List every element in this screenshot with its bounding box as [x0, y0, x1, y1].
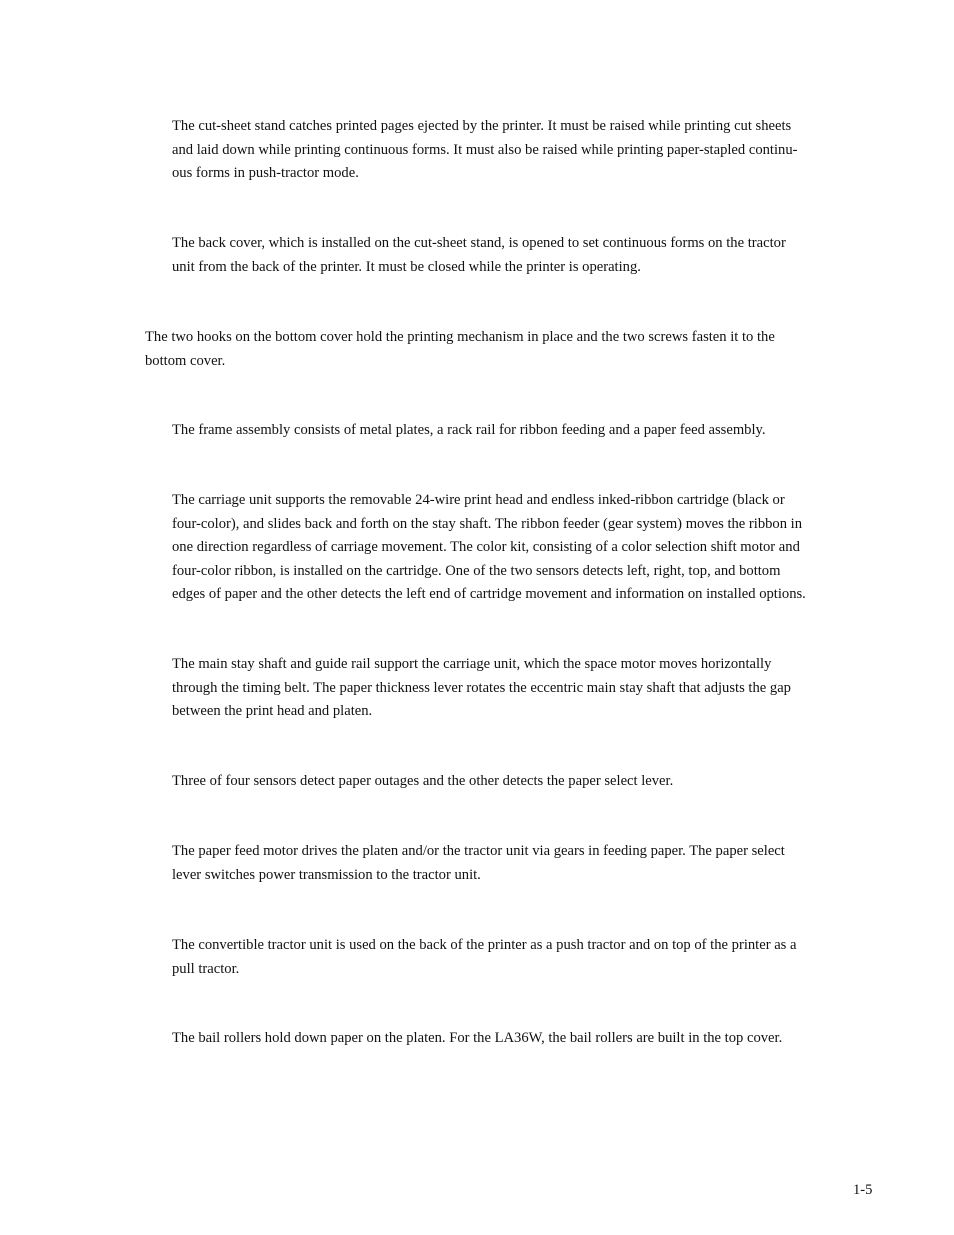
text-line: The convertible tractor unit is used on the back of the printer as a push tractor and on top of the printer as a	[172, 937, 797, 953]
paragraph-sensors	[172, 770, 673, 794]
text-line: The two hooks on the bottom cover hold the printing mechanism in place and the two screws fasten it to the	[145, 329, 775, 345]
paragraph-bottom-cover	[145, 326, 775, 373]
text-line: unit from the back of the printer. It must be closed while the printer is operating.	[172, 258, 641, 275]
text-line: edges of paper and the other detects the left end of cartridge movement and information on installed options.	[172, 586, 806, 602]
text-line: The carriage unit supports the removable 24-wire print head and endless inked-ribbon cartridge (black or	[172, 492, 785, 508]
text-line: lever switches power transmission to the tractor unit.	[172, 866, 481, 883]
text-line: and laid down while printing continuous forms. It must also be raised while printing paper-stapled continu-	[172, 141, 798, 158]
paragraph-main-stay-shaft	[172, 653, 791, 724]
text-line: bottom cover.	[145, 352, 226, 369]
paragraph-tractor-unit	[172, 934, 797, 981]
text-line: four-color ribbon, is installed on the cartridge. One of the two sensors detects left, right, top, and bottom	[172, 562, 781, 579]
paragraph-back-cover	[172, 232, 786, 279]
page-number: 1-5	[853, 1182, 873, 1198]
text-line: ous forms in push-tractor mode.	[172, 165, 359, 181]
text-line: The main stay shaft and guide rail support the carriage unit, which the space motor moves horizontally	[172, 656, 772, 672]
text-line: The bail rollers hold down paper on the platen. For the LA36W, the bail rollers are built in the top cover.	[172, 1030, 783, 1046]
paragraph-carriage-unit	[172, 489, 806, 607]
text-line: between the print head and platen.	[172, 703, 373, 719]
text-line: The cut-sheet stand catches printed pages ejected by the printer. It must be raised while printing cut sheets	[172, 118, 792, 134]
text-line: four-color), and slides back and forth on the stay shaft. The ribbon feeder (gear system) moves the ribbon in	[172, 515, 803, 532]
paragraph-cut-sheet-stand	[172, 115, 798, 186]
paragraph-frame-assembly	[172, 419, 766, 443]
text-line: The paper feed motor drives the platen and/or the tractor unit via gears in feeding paper. The paper select	[172, 843, 785, 859]
text-line: through the timing belt. The paper thickness lever rotates the eccentric main stay shaft that adjusts the gap	[172, 679, 791, 696]
text-line: The frame assembly consists of metal plates, a rack rail for ribbon feeding and a paper feed assembly.	[172, 422, 766, 438]
text-line: pull tractor.	[172, 960, 240, 977]
text-line: The back cover, which is installed on the cut-sheet stand, is opened to set continuous forms on the tractor	[172, 235, 786, 251]
paragraph-bail-rollers	[172, 1027, 782, 1051]
text-line: Three of four sensors detect paper outages and the other detects the paper select lever.	[172, 773, 674, 789]
text-line: one direction regardless of carriage movement. The color kit, consisting of a color selection shift motor and	[172, 539, 800, 555]
paragraph-paper-feed-motor	[172, 840, 785, 887]
